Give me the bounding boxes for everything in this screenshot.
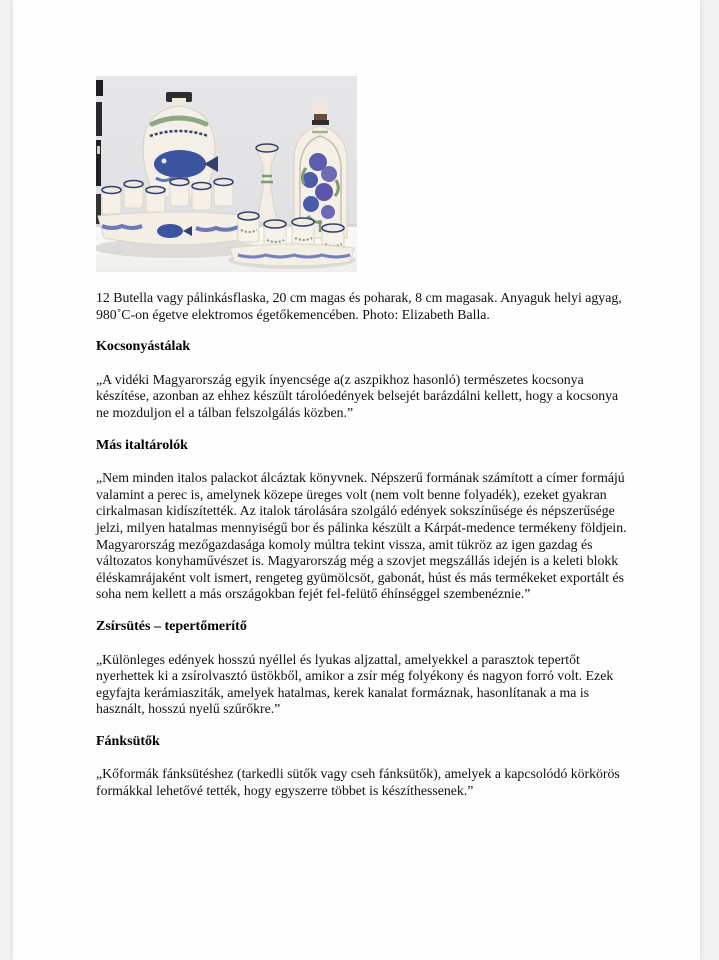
section-heading: Fánksütők xyxy=(96,733,160,749)
section-fanksutok xyxy=(96,734,630,800)
section-mas-italtarolok xyxy=(96,438,630,603)
ceramics-photo xyxy=(96,76,357,272)
photo-caption: 12 Butella vagy pálinkásflaska, 20 cm magas és poharak, 8 cm magasak. Anyaguk helyi agyag, 980˚C-on égetve elektromos égetőkemencében. Photo: Elizabeth Balla. xyxy=(96,290,622,322)
article-page xyxy=(13,0,700,960)
section-paragraph: „Kőformák fánksütéshez (tarkedli sütők vagy cseh fánksütők), amelyek a kapcsolódó körkörös formákkal lehetővé tették, hogy egyszerre többet is készíthessenek.” xyxy=(96,766,620,799)
section-heading: Zsírsütés – tepertőmerítő xyxy=(96,618,247,634)
section-kocsonyastalak xyxy=(96,339,630,421)
section-paragraph: „A vidéki Magyarország egyik ínyencsége a(z aszpikhoz hasonló) természetes kocsonya készítése, azonban az ehhez készült tárolóedények belsejét barázdálni kellett, hogy a kocsonya ne mozduljon el a tálban felszolgálás közben.” xyxy=(96,371,619,420)
section-paragraph: „Nem minden italos palackot álcáztak könyvnek. Népszerű formának számított a címer formájú valamint a perec is, amelynek közepe üreges volt (nem volt benne folyadék), ezeket gyakran cirkalmasan kidíszítették. Az italok tárolására szolgáló edények sokszínűsége és népszerűsége jelzi, milyen hatalmas mennyiségű bor és pálinka készült a Kárpát-medence termékeny földjein. Magyarország mezőgazdasága komoly múltra tekint vissza, amit tükröz az igen gazdag és változatos konyhaművészet is. Magyarország még a szovjet megszállás idején is a keleti blokk éléskamrájaként volt ismert, rengeteg gyümölcsöt, gabonát, húst és más termékeket exportált és soha nem kellett a más országokban fejét fel-felütő éhínséggel szembenéznie.” xyxy=(96,470,627,602)
article-content xyxy=(96,76,630,800)
ceramics-photo-illustration xyxy=(96,76,357,272)
section-zsirsutes xyxy=(96,619,630,718)
section-heading: Más italtárolók xyxy=(96,437,188,453)
section-heading: Kocsonyástálak xyxy=(96,339,191,355)
section-paragraph: „Különleges edények hosszú nyéllel és lyukas aljzattal, amelyekkel a parasztok tepertőt nyerhettek ki a zsírolvasztó üstökből, amikor a zsír még folyékony és nagyon forró volt. Ezek egyfajta kerámiasziták, amelyek hatalmas, kerek kanalat formáznak, hasonlítanak a ma is használt, hosszú nyelű szűrőkre.” xyxy=(96,651,614,717)
